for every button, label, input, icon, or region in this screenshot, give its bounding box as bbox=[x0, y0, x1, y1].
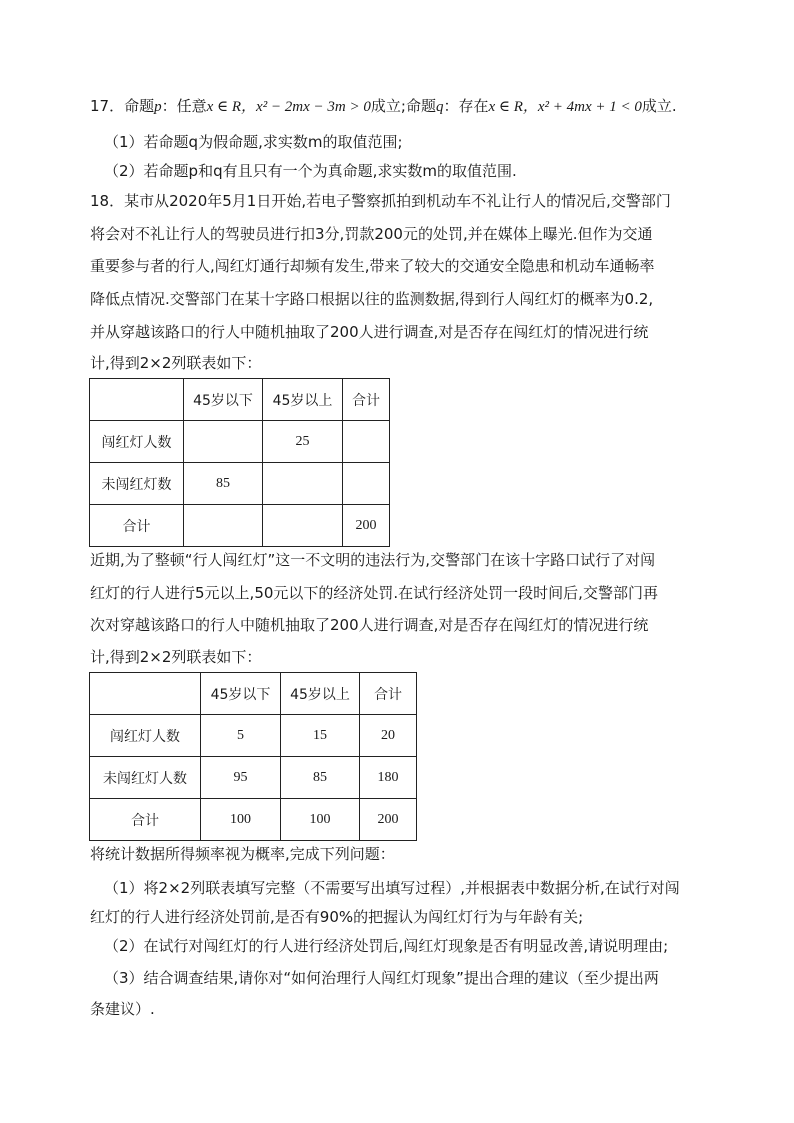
q17-stem-text-1: 17．命题 bbox=[90, 97, 155, 115]
table-header-cell bbox=[90, 379, 184, 421]
q17-stem-text-5: 成立. bbox=[641, 97, 677, 115]
q18-subquestion-1-line-2: 红灯的行人进行经济处罚前,是否有90%的把握认为闯红灯行为与年龄有关; bbox=[90, 908, 584, 926]
table-row bbox=[90, 505, 390, 547]
table-cell bbox=[263, 463, 343, 505]
q18-para2-line-3: 次对穿越该路口的行人中随机抽取了200人进行调查,对是否存在闯红灯的情况进行统 bbox=[90, 616, 649, 634]
q18-para2-line-4: 计,得到2×2列联表如下： bbox=[90, 648, 262, 666]
q17-subquestion-2: （2）若命题p和q有且只有一个为真命题,求实数m的取值范围. bbox=[104, 162, 517, 180]
table-cell: 15 bbox=[281, 715, 360, 757]
table-cell bbox=[184, 505, 263, 547]
table-cell bbox=[343, 463, 390, 505]
table-row-label: 合计 bbox=[90, 505, 184, 547]
table-header-row bbox=[90, 673, 417, 715]
table-cell: 85 bbox=[281, 757, 360, 799]
table-cell bbox=[343, 421, 390, 463]
q17-stem-text-3: 成立;命题 bbox=[370, 97, 436, 115]
q18-para1-line-6: 计,得到2×2列联表如下： bbox=[90, 354, 262, 372]
table-cell: 95 bbox=[201, 757, 281, 799]
q17-condition-q: x ∈ R，x² + 4mx + 1 < 0 bbox=[488, 99, 642, 115]
table-cell bbox=[184, 421, 263, 463]
contingency-table-after bbox=[89, 672, 417, 841]
table-header-cell: 45岁以上 bbox=[281, 673, 360, 715]
table-cell: 180 bbox=[360, 757, 417, 799]
q18-subquestion-3-line-1: （3）结合调查结果,请你对“如何治理行人闯红灯现象”提出合理的建议（至少提出两 bbox=[104, 969, 659, 987]
table-row-label: 闯红灯人数 bbox=[90, 715, 201, 757]
table-header-cell: 合计 bbox=[343, 379, 390, 421]
q17-stem bbox=[90, 96, 677, 117]
table-cell: 20 bbox=[360, 715, 417, 757]
table-cell: 25 bbox=[263, 421, 343, 463]
q17-stem-text-4: ：存在 bbox=[443, 97, 489, 115]
table-cell: 200 bbox=[343, 505, 390, 547]
table-row bbox=[90, 757, 417, 799]
table-cell bbox=[263, 505, 343, 547]
table-header-cell: 45岁以上 bbox=[263, 379, 343, 421]
table-cell: 100 bbox=[281, 799, 360, 841]
q17-symbol-p: p bbox=[154, 99, 162, 115]
table-header-row bbox=[90, 379, 390, 421]
table-row-label: 合计 bbox=[90, 799, 201, 841]
table-row-label: 未闯红灯数 bbox=[90, 463, 184, 505]
table-row-label: 未闯红灯人数 bbox=[90, 757, 201, 799]
q17-stem-text-2: ：任意 bbox=[161, 97, 207, 115]
q18-subquestion-3-line-2: 条建议）. bbox=[90, 1000, 155, 1018]
contingency-table-before bbox=[89, 378, 390, 547]
table-header-cell bbox=[90, 673, 201, 715]
q18-para1-line-4: 降低点情况.交警部门在某十字路口根据以往的监测数据,得到行人闯红灯的概率为0.2, bbox=[90, 290, 654, 308]
table-row bbox=[90, 421, 390, 463]
q18-subquestion-2: （2）在试行对闯红灯的行人进行经济处罚后,闯红灯现象是否有明显改善,请说明理由; bbox=[104, 937, 669, 955]
q18-para2-line-2: 红灯的行人进行5元以上,50元以下的经济处罚.在试行经济处罚一段时间后,交警部门再 bbox=[90, 584, 658, 602]
table-cell: 200 bbox=[360, 799, 417, 841]
q17-condition-p: x ∈ R，x² − 2mx − 3m > 0 bbox=[206, 99, 371, 115]
q18-para1-line-2: 将会对不礼让行人的驾驶员进行扣3分,罚款200元的处罚,并在媒体上曝光.但作为交通 bbox=[90, 225, 653, 243]
q18-para1-line-1: 18．某市从2020年5月1日开始,若电子警察抓拍到机动车不礼让行人的情况后,交警部门 bbox=[90, 192, 671, 210]
table-header-cell: 合计 bbox=[360, 673, 417, 715]
table-row bbox=[90, 715, 417, 757]
q18-subquestion-1-line-1: （1）将2×2列联表填写完整（不需要写出填写过程）,并根据表中数据分析,在试行对闯 bbox=[104, 879, 680, 897]
table-header-cell: 45岁以下 bbox=[184, 379, 263, 421]
table-cell: 100 bbox=[201, 799, 281, 841]
q18-para2-line-1: 近期,为了整顿“行人闯红灯”这一不文明的违法行为,交警部门在该十字路口试行了对闯 bbox=[90, 551, 656, 569]
table-row bbox=[90, 463, 390, 505]
q17-symbol-q: q bbox=[435, 99, 444, 115]
table-cell: 5 bbox=[201, 715, 281, 757]
q18-para1-line-3: 重要参与者的行人,闯红灯通行却频有发生,带来了较大的交通安全隐患和机动车通畅率 bbox=[90, 257, 655, 275]
q18-para3: 将统计数据所得频率视为概率,完成下列问题： bbox=[90, 845, 395, 863]
q17-subquestion-1: （1）若命题q为假命题,求实数m的取值范围; bbox=[104, 133, 403, 151]
q18-para1-line-5: 并从穿越该路口的行人中随机抽取了200人进行调查,对是否存在闯红灯的情况进行统 bbox=[90, 323, 649, 341]
table-cell: 85 bbox=[184, 463, 263, 505]
table-header-cell: 45岁以下 bbox=[201, 673, 281, 715]
table-row bbox=[90, 799, 417, 841]
table-row-label: 闯红灯人数 bbox=[90, 421, 184, 463]
